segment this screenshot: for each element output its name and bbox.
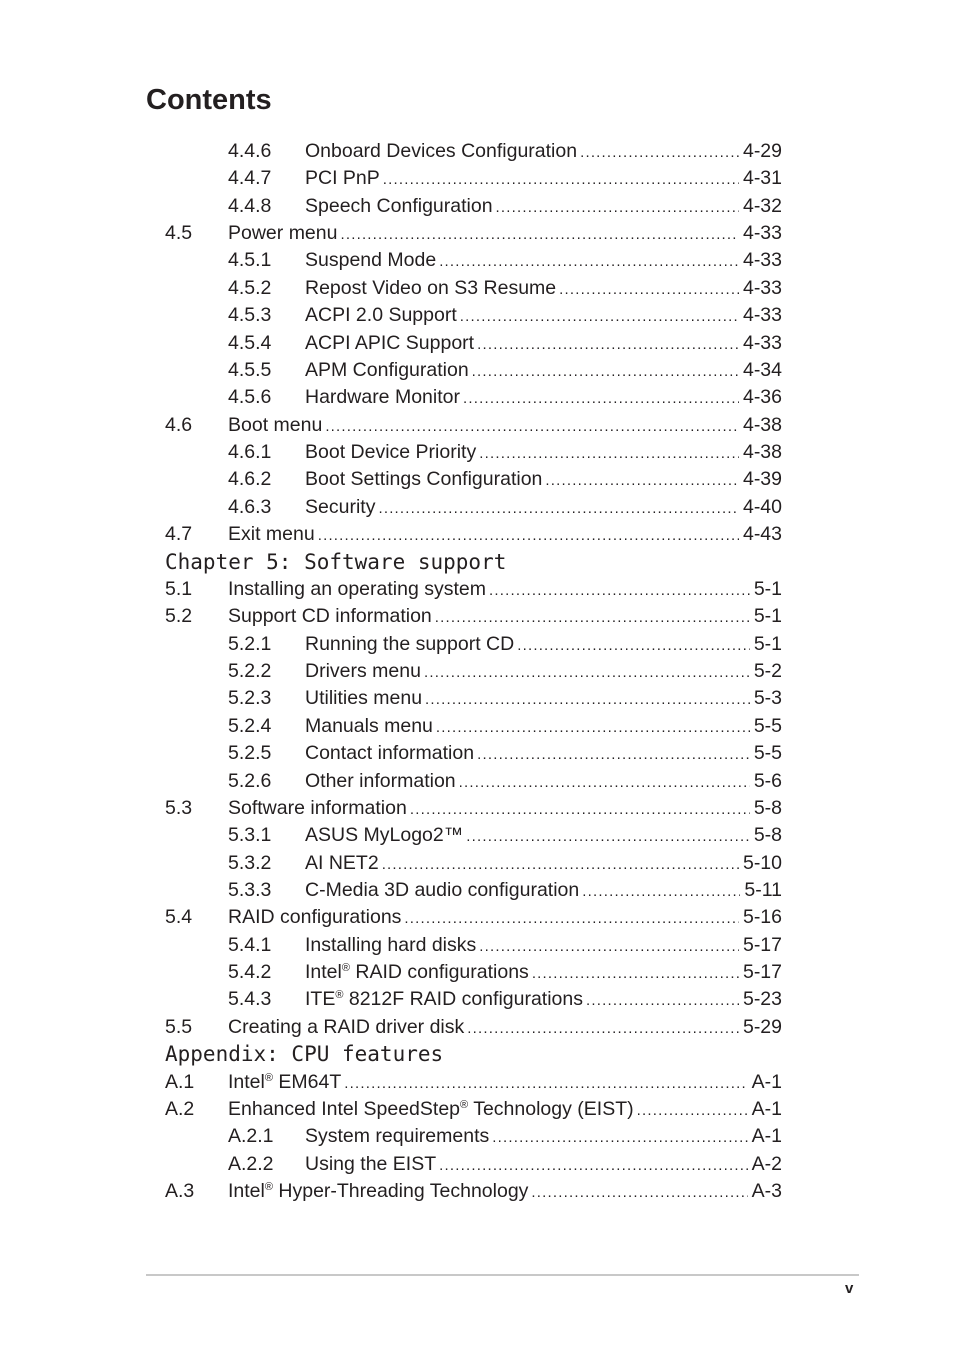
toc-entry[interactable] [0,1014,954,1041]
page-reference: 5-17 [742,961,782,984]
section-title [305,1151,439,1178]
section-title-text: Intel [305,961,342,984]
toc-entry[interactable] [0,165,954,192]
page-reference: 4-39 [742,468,782,491]
page-reference: 5-1 [753,605,782,628]
page-reference: 5-10 [742,851,782,874]
toc-entry[interactable] [0,412,954,439]
section-title-text: Contact information [305,742,475,765]
section-title-text: RAID configurations [228,906,402,929]
dot-leader [532,960,739,987]
section-title-text: ASUS MyLogo2™ [305,824,464,847]
dot-leader [479,933,739,960]
section-title-text: AI NET2 [305,851,379,874]
section-number: 4.5.1 [228,249,272,272]
page-reference: 4-31 [742,167,782,190]
section-title-text: Hyper-Threading Technology [272,1180,529,1203]
section-number: 4.6.3 [228,495,272,518]
section-title [305,247,439,274]
section-number: A.2.1 [228,1125,274,1148]
section-title [305,986,586,1013]
section-number: 4.5.3 [228,304,272,327]
toc-entry[interactable] [0,1178,954,1205]
section-number: 5.4.3 [228,988,272,1011]
section-number: 5.2.5 [228,742,272,765]
section-title [228,521,318,548]
section-title [305,768,459,795]
dot-leader [378,495,739,522]
dot-leader [559,276,739,303]
chapter-heading: Appendix: CPU features [165,1042,444,1067]
toc-entry[interactable] [0,658,954,685]
registered-mark: ® [264,1181,273,1194]
section-title [228,576,489,603]
section-title-text: Other information [305,769,456,792]
section-title-text: Power menu [228,222,338,245]
section-number: A.2.2 [228,1152,274,1175]
section-number: 5.2 [165,605,193,628]
toc-entry[interactable] [0,466,954,493]
section-title [228,795,410,822]
section-title-text: Technology (EIST) [468,1097,634,1120]
section-title [228,1014,467,1041]
section-title [305,822,466,849]
dot-leader [467,1015,739,1042]
page-reference: 4-29 [742,140,782,162]
section-title [305,850,382,877]
section-title [305,302,460,329]
toc-entry[interactable] [0,330,954,357]
toc-entry[interactable] [0,357,954,384]
page-reference: 4-32 [742,194,782,217]
section-title [228,1069,344,1096]
section-title-text: APM Configuration [305,358,469,381]
dot-leader [637,1097,748,1124]
section-title-text: Creating a RAID driver disk [228,1015,465,1038]
section-number: 5.2.4 [228,714,272,737]
section-number: 5.1 [165,577,193,600]
dot-leader [472,358,739,385]
page-reference: 5-17 [742,933,782,956]
dot-leader [517,632,750,659]
section-title [305,713,436,740]
section-title [228,603,435,630]
section-title [305,357,472,384]
section-title-text: ACPI 2.0 Support [305,304,457,327]
page-reference: A-1 [751,1097,782,1120]
section-title-text: Installing hard disks [305,933,477,956]
page-reference: A-1 [751,1070,782,1093]
section-title-text: Boot Device Priority [305,441,477,464]
dot-leader [463,385,739,412]
section-title [305,877,582,904]
page-reference: 5-6 [753,769,782,792]
dot-leader [382,851,739,878]
toc-entry[interactable] [0,631,954,658]
section-number: 4.5.6 [228,386,272,409]
page-reference: 5-23 [742,988,782,1011]
dot-leader [436,714,750,741]
toc-entry[interactable] [0,384,954,411]
section-title-text: Exit menu [228,523,315,546]
dot-leader [496,194,739,221]
section-title-text: ITE [305,988,336,1011]
section-title-text: Onboard Devices Configuration [305,140,578,162]
toc-entry[interactable] [0,275,954,302]
dot-leader [383,166,739,193]
page-reference: 4-33 [742,304,782,327]
section-number: A.3 [165,1180,195,1203]
dot-leader [580,139,739,166]
section-number: A.1 [165,1070,195,1093]
section-title [305,685,425,712]
page-reference: 5-29 [742,1015,782,1038]
section-title-text: RAID configurations [349,961,529,984]
page-reference: 4-38 [742,413,782,436]
section-title-text: Repost Video on S3 Resume [305,276,557,299]
section-number: 5.5 [165,1015,193,1038]
section-title-text: 8212F RAID configurations [343,988,583,1011]
page-reference: A-2 [751,1152,782,1175]
dot-leader [531,1179,747,1206]
dot-leader [459,769,750,796]
section-title-text: Suspend Mode [305,249,437,272]
page-reference: 5-1 [753,632,782,655]
section-title-text: System requirements [305,1125,490,1148]
section-title-text: PCI PnP [305,167,380,190]
section-title-text: Running the support CD [305,632,515,655]
page-reference: 5-5 [753,714,782,737]
section-number: 4.6.2 [228,468,272,491]
section-number: 4.5 [165,222,193,245]
dot-leader [424,659,750,686]
page-reference: 5-16 [742,906,782,929]
section-number: 4.4.6 [228,140,272,162]
section-number: 4.5.5 [228,358,272,381]
registered-mark: ® [264,1071,273,1084]
section-title-text: Intel [228,1070,265,1093]
registered-mark: ® [460,1098,469,1111]
dot-leader [545,467,739,494]
toc-entry[interactable] [0,1096,954,1123]
page-reference: 5-8 [753,796,782,819]
toc-entry[interactable] [0,740,954,767]
dot-leader [466,823,750,850]
page-reference: A-1 [751,1125,782,1148]
dot-leader [325,413,739,440]
dot-leader [489,577,750,604]
section-title [228,904,404,931]
dot-leader [425,686,750,713]
toc-entry[interactable] [0,768,954,795]
page-reference: 4-33 [742,222,782,245]
page-reference: 4-43 [742,523,782,546]
toc-entry[interactable] [0,904,954,931]
registered-mark: ® [335,989,344,1002]
page-reference: 4-36 [742,386,782,409]
section-number: 5.2.2 [228,660,272,683]
section-title [305,330,477,357]
section-title [305,740,477,767]
page-reference: A-3 [751,1180,782,1203]
page-reference: 5-8 [753,824,782,847]
page-reference: 5-2 [753,660,782,683]
page-reference: 5-5 [753,742,782,765]
toc-entry[interactable] [0,494,954,521]
section-number: 4.5.4 [228,331,272,354]
section-number: 4.6.1 [228,441,272,464]
toc-entry[interactable] [0,713,954,740]
section-number: 5.3.3 [228,878,272,901]
toc-entry[interactable] [0,1123,954,1150]
toc-entry[interactable] [0,850,954,877]
page-reference: 5-11 [744,878,782,901]
footer-rule [146,1274,859,1276]
toc-entry[interactable] [0,576,954,603]
section-title-text: Hardware Monitor [305,386,460,409]
dot-leader [439,1152,748,1179]
section-title-text: Utilities menu [305,687,423,710]
toc-entry[interactable] [0,959,954,986]
dot-leader [477,741,750,768]
section-title [305,959,532,986]
section-title [228,1096,637,1123]
dot-leader [477,331,739,358]
page-reference: 4-33 [742,331,782,354]
section-title-text: Drivers menu [305,660,421,683]
toc-entry[interactable] [0,521,954,548]
section-number: 5.3.1 [228,824,272,847]
dot-leader [582,878,740,905]
page-title: Contents [146,84,272,116]
section-title-text: Boot Settings Configuration [305,468,543,491]
dot-leader [586,987,739,1014]
section-number: 4.5.2 [228,276,272,299]
section-number: 5.3.2 [228,851,272,874]
section-title [305,193,496,220]
section-number: 5.4.1 [228,933,272,956]
section-number: 4.7 [165,523,193,546]
section-title [305,466,545,493]
section-title [305,138,580,165]
section-number: 5.2.3 [228,687,272,710]
section-title [305,932,479,959]
toc-entry[interactable] [0,193,954,220]
dot-leader [492,1124,747,1151]
section-title [305,275,559,302]
section-number: 5.3 [165,796,193,819]
section-number: 4.4.8 [228,194,272,217]
section-title-text: Using the EIST [305,1152,437,1175]
page-reference: 4-40 [742,495,782,518]
section-number: 5.4.2 [228,961,272,984]
section-number: 5.2.1 [228,632,272,655]
dot-leader [404,905,739,932]
page-reference: 4-38 [742,441,782,464]
toc-entry[interactable] [0,1069,954,1096]
section-title [228,220,340,247]
section-title-text: Software information [228,796,407,819]
section-title-text: Installing an operating system [228,577,486,600]
toc-entry[interactable] [0,439,954,466]
dot-leader [439,248,739,275]
section-title [305,494,378,521]
section-number: 4.6 [165,413,193,436]
section-title-text: EM64T [272,1070,342,1093]
section-title-text: Intel [228,1180,265,1203]
section-title [305,165,383,192]
section-title [305,439,479,466]
toc-entry[interactable] [0,932,954,959]
section-title-text: Support CD information [228,605,432,628]
chapter-heading: Chapter 5: Software support [165,549,507,574]
section-title [228,412,325,439]
page-reference: 4-34 [742,358,782,381]
section-title-text: Boot menu [228,413,323,436]
section-title [305,1123,492,1150]
page-reference: 4-33 [742,276,782,299]
section-title [305,384,463,411]
section-number: 5.4 [165,906,193,929]
page-reference: 5-1 [753,577,782,600]
page-reference: 4-33 [742,249,782,272]
dot-leader [344,1070,747,1097]
toc-entry[interactable] [0,138,954,165]
section-number: A.2 [165,1097,195,1120]
dot-leader [318,522,739,549]
toc-entry[interactable] [0,220,954,247]
section-title-text: Speech Configuration [305,194,493,217]
toc-entry[interactable] [0,685,954,712]
dot-leader [460,303,739,330]
section-title [305,658,424,685]
registered-mark: ® [341,962,350,975]
toc-entry[interactable] [0,877,954,904]
toc-entry[interactable] [0,247,954,274]
toc-entry[interactable] [0,795,954,822]
toc-entry[interactable] [0,1151,954,1178]
section-title-text: ACPI APIC Support [305,331,475,354]
section-number: 5.2.6 [228,769,272,792]
section-title [228,1178,531,1205]
section-title-text: C-Media 3D audio configuration [305,878,580,901]
section-title-text: Manuals menu [305,714,433,737]
section-title-text: Security [305,495,376,518]
dot-leader [435,604,750,631]
section-number: 4.4.7 [228,167,272,190]
dot-leader [340,221,739,248]
section-title [305,631,517,658]
dot-leader [410,796,750,823]
toc-entry[interactable] [0,603,954,630]
dot-leader [479,440,739,467]
toc-entry[interactable] [0,302,954,329]
toc-entry[interactable] [0,986,954,1013]
page-reference: 5-3 [753,687,782,710]
toc-entry[interactable] [0,822,954,849]
page-number: v [845,1280,854,1297]
section-title-text: Enhanced Intel SpeedStep [228,1097,461,1120]
